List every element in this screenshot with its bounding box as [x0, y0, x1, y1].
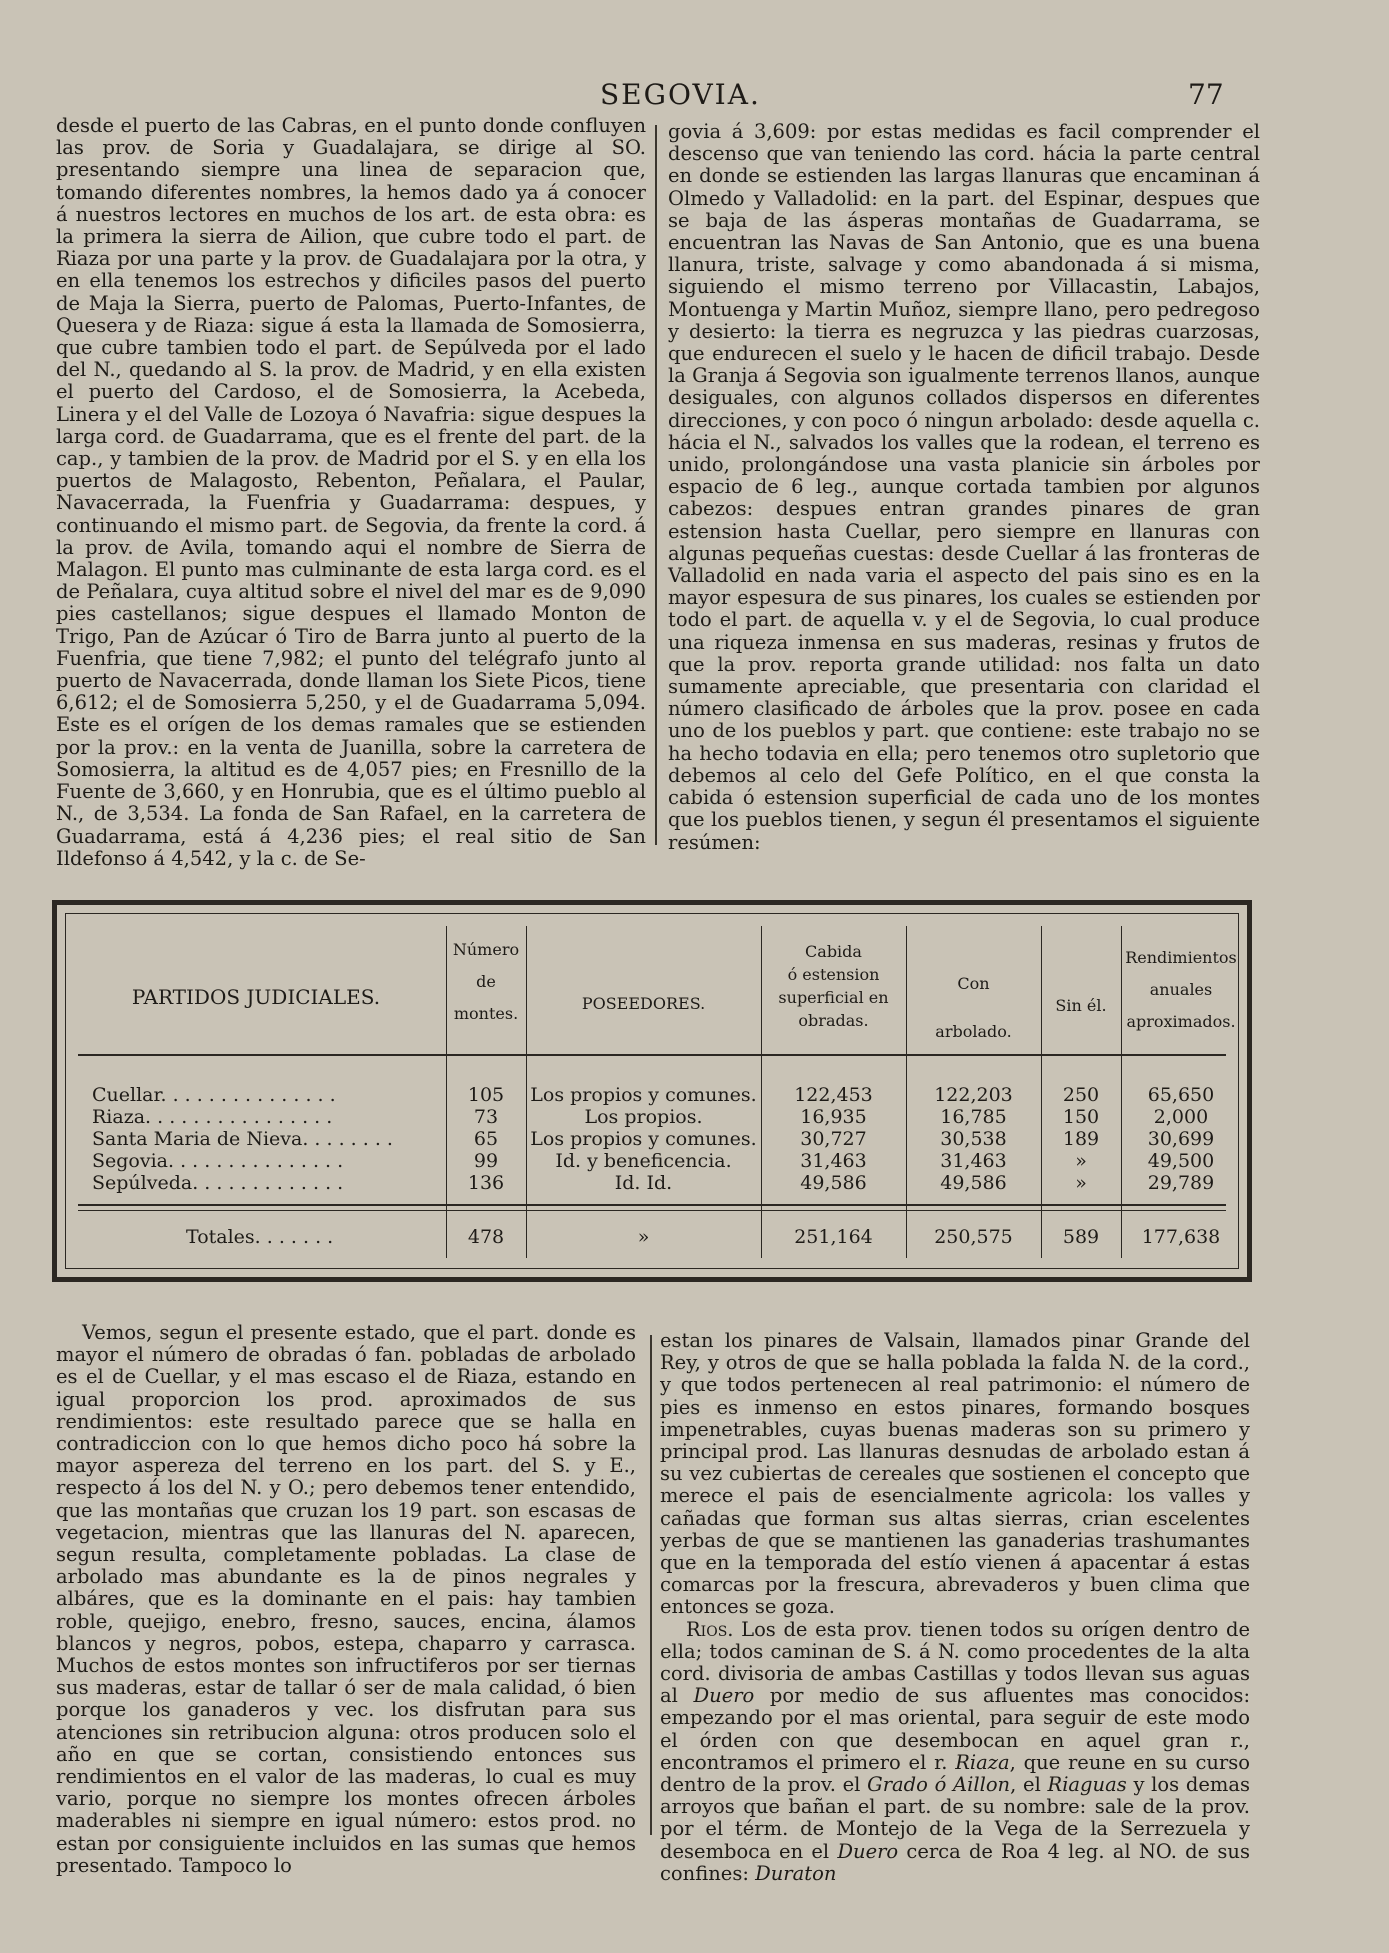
cell-montes: 73 [473, 1106, 499, 1128]
cell-sin: » [1075, 1172, 1087, 1194]
running-title: SEGOVIA. [600, 78, 761, 111]
river-name: Duraton [755, 1861, 837, 1885]
total-poseedores: » [637, 1226, 650, 1248]
cell-montes: 65 [473, 1128, 499, 1150]
cell-cabida: 30,727 [800, 1128, 867, 1150]
header-sin-el: Sin él. [1055, 996, 1107, 1015]
paragraph: govia á 3,609: por estas medidas es facil comprender el descenso que van teniendo las cord. hácia la parte central en donde se estienden las largas llanuras que encaminan á Olmedo y Valladolid: en la part. del Espinar, despues que se baja de las ásperas montañas de Guadarrama, se encuentran las Navas de San Antonio, que es una buena llanura, triste, salvage y como abandonada á si misma, siguiendo el mismo terreno por Villacastin, Labajos, Montuenga y Martin Muñoz, siempre llano, pero pedregoso y desierto: la tierra es negruzca y las piedras cuarzosas, que endurecen el suelo y le hacen de dificil trabajo. Desde la Granja á Segovia son igualmente terrenos llanos, aunque desiguales, con algunos collados dispersos en diferentes direcciones, y con poco ó ningun arbolado: desde aquella c. hácia el N., salvados los valles que la rodean, el terreno es unido, prolongándose una vasta planicie sin árboles por espacio de 6 leg., aunque cortada tambien por algunos cabezos: despues entran grandes pinares de gran estension hasta Cuellar, pero siempre en llanuras con algunas pequeñas cuestas: desde Cuellar á las fronteras de Valladolid en nada varia el aspecto del pais sino es en la mayor espesura de sus pinares, los cuales se estienden por todo el part. de aquella v. y el de Segovia, lo cual produce una riqueza inmensa en sus maderas, resinas y frutos de que la prov. reporta grande utilidad: nos falta un dato sumamente apreciable, que presentaria con claridad el número clasificado de árboles que la prov. posee en cada uno de los pueblos y part. que contiene: este trabajo no se ha hecho todavia en ella; pero tenemos otro supletorio que debemos al celo del Gefe Político, en el que consta la cabida ó estension superficial de cada uno de los montes que los pueblos tienen, y segun él presentamos el siguiente resúmen: [668, 120, 1260, 854]
text-run: por medio de sus afluentes mas conocidos: empezando por el mas oriental, para seguir de este modo el órden con que desembocan en aquel gran r., encontramos el primero el r. [660, 1684, 1251, 1774]
cell-cabida: 122,453 [794, 1084, 873, 1106]
column-divider [650, 1335, 652, 1835]
header-line: de [476, 972, 496, 991]
text-run: y los demas arroyos que bañan el part. de su nombre: sale de la prov. por el térm. de Montejo de la Vega de la Serrezuela y desemboca en el [660, 1773, 1250, 1863]
cell-con: 16,785 [940, 1106, 1007, 1128]
header-numero [446, 934, 526, 1030]
cell-sin: 189 [1062, 1128, 1100, 1150]
header-line: aproximados. [1126, 1012, 1236, 1031]
cell-con: 122,203 [934, 1084, 1013, 1106]
text-run: cerca de Roa 4 leg. al NO. de sus confines: [660, 1839, 1250, 1885]
header-rule [78, 1054, 1226, 1056]
cell-poseedores: Id. y beneficencia. [555, 1150, 732, 1172]
total-sin: 589 [1062, 1226, 1100, 1248]
cell-poseedores: Los propios. [584, 1106, 703, 1128]
total-cabida: 251,164 [794, 1226, 873, 1248]
cell-poseedores: Los propios y comunes. [530, 1084, 757, 1106]
cell-rend: 65,650 [1147, 1084, 1215, 1106]
header-partidos: PARTIDOS JUDICIALES. [131, 985, 381, 1009]
paragraph-rios [660, 1619, 1250, 1885]
section-lead: Rios. [686, 1617, 734, 1641]
bottom-right-column [660, 1330, 1250, 1885]
header-line: montes. [453, 1004, 519, 1023]
totals-rule [78, 1204, 1226, 1206]
totals-label: Totales. . . . . . . [186, 1226, 334, 1248]
page-header [0, 78, 1389, 114]
col-cabida [761, 1084, 906, 1194]
text-run: Los de esta prov. tienen todos su orígen dentro de ella; todos caminan de S. á N. como procedentes de la alta cord. divisoria de ambas Castillas y todos llevan sus aguas al [660, 1617, 1250, 1708]
cell-rend: 29,789 [1147, 1172, 1215, 1194]
cell-poseedores: Los propios y comunes. [530, 1128, 757, 1150]
cell-partido: Santa Maria de Nieva. . . . . . . . [92, 1128, 393, 1150]
cell-rend: 2,000 [1153, 1106, 1209, 1128]
bottom-left-column [56, 1322, 636, 1877]
header-con-arbolado [906, 960, 1041, 1056]
cell-sin: » [1075, 1150, 1087, 1172]
header-line: Número [452, 940, 520, 959]
col-rendimientos [1121, 1084, 1241, 1194]
cell-sin: 250 [1062, 1084, 1100, 1106]
top-right-column [668, 121, 1260, 854]
cell-partido: Sepúlveda. . . . . . . . . . . . . [92, 1172, 344, 1194]
header-line: arbolado. [935, 1022, 1012, 1041]
col-partidos [92, 1084, 442, 1194]
page-number: 77 [1188, 78, 1224, 111]
cell-con: 30,538 [940, 1128, 1007, 1150]
col-montes [446, 1084, 526, 1194]
paragraph: Vemos, segun el presente estado, que el part. donde es mayor el número de obradas ó fan. pobladas de arbolado es el de Cuellar, y el mas escaso el de Riaza, estando en igual proporcion los prod. aproximados de sus rendimientos: este resultado parece que se halla en contradiccion con lo que hemos dicho poco há sobre la mayor aspereza del terreno en los part. del S. y E., respecto á los del N. y O.; pero debemos tener entendido, que las montañas que cruzan los 19 part. son escasas de vegetacion, mientras que las llanuras del N. aparecen, segun resulta, completamente pobladas. La clase de arbolado mas abundante es la de pinos negrales y albáres, que es la dominante en el pais: hay tambien roble, quejigo, enebro, fresno, sauces, encina, álamos blancos y negros, pobos, estepa, chaparro y carrasca. Muchos de estos montes son infructiferos por ser tiernas sus maderas, estar de tallar ó ser de mala calidad, ó bien porque los ganaderos y vec. los disfrutan para sus atenciones sin retribucion alguna: otros producen solo el año en que se cortan, consistiendo entonces sus rendimientos en el valor de las maderas, lo cual es muy vario, porque no siempre los montes ofrecen árboles maderables ni siempre en igual número: estos prod. no estan por consiguiente incluidos en las sumas que hemos presentado. Tampoco lo [56, 1321, 636, 1877]
table-inner-frame [65, 913, 1239, 1269]
header-line: anuales [1149, 980, 1213, 999]
cell-rend: 30,699 [1147, 1128, 1215, 1150]
text-run: , que reune en su curso dentro de la prov. el [660, 1750, 1250, 1797]
cell-con: 49,586 [940, 1172, 1007, 1194]
totals-rule [78, 1210, 1226, 1211]
text-run: , el [1010, 1773, 1048, 1797]
cell-cabida: 16,935 [800, 1106, 867, 1128]
paragraph: desde el puerto de las Cabras, en el punto donde confluyen las prov. de Soria y Guadalajara, se dirige al SO. presentando siempre una linea de separacion que, tomando diferentes nombres, la hemos dado ya á conocer á nuestros lectores en muchos de los art. de esta obra: es la primera la sierra de Ailion, que cubre todo el part. de Riaza por una parte y la prov. de Guadalajara por la otra, y en ella tenemos los estrechos y dificiles pasos del puerto de Maja la Sierra, puerto de Palomas, Puerto-Infantes, de Quesera y de Riaza: sigue á esta la llamada de Somosierra, que cubre tambien todo el part. de Sepúlveda por el lado del N., quedando al S. la prov. de Madrid, y en ella existen el puerto del Cardoso, el de Somosierra, la Acebeda, Linera y el del Valle de Lozoya ó Navafria: sigue despues la larga cord. de Guadarrama, que es el frente del part. de la cap., y tambien de la prov. de Madrid por el S. y en ella los puertos de Malagosto, Rebenton, Peñalara, el Paular, Navacerrada, la Fuenfria y Guadarrama: despues, y continuando el mismo part. de Segovia, da frente la cord. á la prov. de Avila, tomando aqui el nombre de Sierra de Malagon. El punto mas culminante de esta larga cord. es el de Peñalara, cuya altitud sobre el nivel del mar es de 9,090 pies castellanos; sigue despues el llamado Monton de Trigo, Pan de Azúcar ó Tiro de Barra junto al puerto de la Fuenfria, que tiene 7,982; el punto del telégrafo junto al puerto de Navacerrada, donde llaman los Siete Picos, tiene 6,612; el de Somosierra 5,250, y el de Guadarrama 5,094. Este es el orígen de los demas ramales que se estienden por la prov.: en la venta de Juanilla, sobre la carretera de Somosierra, la altitud es de 4,057 pies; en Fresnillo de la Fuente de 3,660, y en Honrubia, que es el último pueblo al N., de 3,534. La fonda de San Rafael, en la carretera de Guadarrama, está á 4,236 pies; el real sitio de San Ildefonso á 4,542, y la c. de Se- [56, 114, 646, 870]
total-montes: 478 [467, 1226, 505, 1248]
cell-cabida: 31,463 [800, 1150, 867, 1172]
header-rendimientos [1121, 942, 1241, 1038]
river-name: Grado ó Aillon [867, 1773, 1011, 1797]
paragraph: estan los pinares de Valsain, llamados pinar Grande del Rey, y otros de que se halla poblada la falda N. de la cord., y que todos pertenecen al real patrimonio: el número de pies es inmenso en estos pinares, formando bosques impenetrables, cuyas buenas maderas son su primero y principal prod. Las llanuras desnudas de arbolado estan á su vez cubiertas de cereales que sostienen el concepto que merece el pais de esencialmente agricola: los valles y cañadas que forman sus altas sierras, crian escelentes yerbas de que se mantienen las ganaderias trashumantes que en la temporada del estío vienen á apacentar á estas comarcas por la frescura, abrevaderos y buen clima que entonces se goza. [660, 1329, 1250, 1619]
cell-rend: 49,500 [1147, 1150, 1215, 1172]
header-line: obradas. [798, 1011, 869, 1030]
header-line: Cabida [805, 942, 862, 961]
forest-table [52, 900, 1252, 1282]
col-poseedores [526, 1084, 761, 1194]
river-name: Duero [693, 1684, 755, 1708]
river-name: Riaza [955, 1750, 1010, 1774]
column-divider [655, 125, 657, 845]
cell-cabida: 49,586 [800, 1172, 867, 1194]
river-name: Riaguas [1047, 1773, 1127, 1797]
cell-partido: Cuellar. . . . . . . . . . . . . . . [92, 1084, 336, 1106]
top-left-column [56, 115, 646, 870]
cell-partido: Riaza. . . . . . . . . . . . . . . . [92, 1106, 333, 1128]
cell-montes: 136 [467, 1172, 505, 1194]
header-line: Con [957, 974, 990, 993]
header-cabida [761, 940, 906, 1032]
header-line: ó estension [787, 965, 880, 984]
header-line: Rendimientos [1125, 948, 1237, 967]
river-name: Duero [837, 1839, 899, 1863]
cell-con: 31,463 [940, 1150, 1007, 1172]
total-con: 250,575 [934, 1226, 1013, 1248]
total-rend: 177,638 [1141, 1226, 1221, 1248]
cell-poseedores: Id. Id. [614, 1172, 673, 1194]
col-con-arbolado [906, 1084, 1041, 1194]
cell-partido: Segovia. . . . . . . . . . . . . . . [92, 1150, 344, 1172]
header-line: superficial en [778, 988, 889, 1007]
cell-sin: 150 [1062, 1106, 1100, 1128]
header-poseedores: POSEEDORES. [581, 994, 706, 1013]
cell-montes: 105 [467, 1084, 505, 1106]
cell-montes: 99 [473, 1150, 499, 1172]
col-sin-el [1041, 1084, 1121, 1194]
